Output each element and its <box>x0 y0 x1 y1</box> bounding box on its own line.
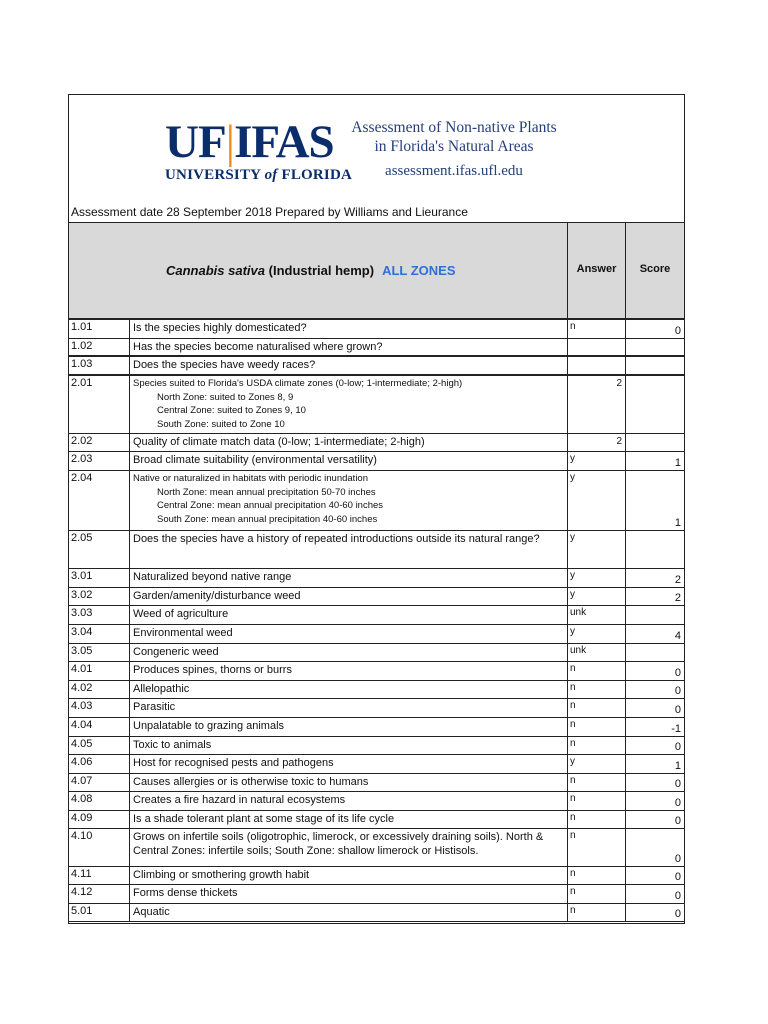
answer-cell <box>567 811 625 828</box>
species-title-cell <box>69 223 567 319</box>
question-number: 4.06 <box>71 756 93 768</box>
table-row <box>69 755 684 774</box>
answer-value: unk <box>570 607 587 618</box>
answer-cell <box>567 699 625 717</box>
question-text: Does the species have weedy races? <box>133 359 316 371</box>
question-text-cell <box>129 376 567 433</box>
table-row <box>69 699 684 718</box>
question-number: 3.04 <box>71 626 93 638</box>
question-text-cell <box>129 699 567 717</box>
question-text: Climbing or smothering growth habit <box>133 869 310 881</box>
score-value: 0 <box>674 325 681 337</box>
score-value: 4 <box>674 630 681 642</box>
answer-value: n <box>570 663 576 674</box>
question-text-cell <box>129 434 567 451</box>
answer-cell <box>567 357 625 374</box>
table-row <box>69 357 684 376</box>
zones-label: ALL ZONES <box>382 263 456 278</box>
score-header: Score <box>639 263 671 275</box>
answer-value: y <box>570 570 575 581</box>
table-row <box>69 625 684 644</box>
score-value: -1 <box>671 723 681 735</box>
score-cell <box>625 662 684 680</box>
score-value: 0 <box>674 685 681 697</box>
table-row <box>69 681 684 699</box>
answer-value: n <box>570 886 576 897</box>
question-text: Host for recognised pests and pathogens <box>133 757 334 769</box>
question-number: 4.01 <box>71 663 93 675</box>
answer-cell <box>567 434 625 451</box>
question-text-cell <box>129 339 567 355</box>
table-row <box>69 471 684 531</box>
score-value: 1 <box>674 517 681 529</box>
answer-value: y <box>570 626 575 637</box>
answer-cell <box>567 718 625 736</box>
score-cell <box>625 867 684 884</box>
answer-cell <box>567 774 625 791</box>
question-text: Does the species have a history of repeated introductions outside its natural range? <box>133 533 540 545</box>
score-cell <box>625 531 684 568</box>
assessment-date: Assessment date 28 September 2018 Prepared by Williams and Lieurance <box>71 205 468 219</box>
question-text-cell <box>129 606 567 624</box>
question-number: 1.01 <box>71 321 93 333</box>
score-value: 2 <box>674 592 681 604</box>
table-row <box>69 867 684 885</box>
zone-detail: Central Zone: suited to Zones 9, 10 <box>157 405 306 416</box>
score-cell <box>625 737 684 754</box>
answer-value: n <box>570 775 576 786</box>
answer-cell <box>567 376 625 433</box>
question-text-cell <box>129 625 567 643</box>
answer-cell <box>567 569 625 587</box>
question-text-cell <box>129 774 567 791</box>
answer-value: n <box>570 321 576 332</box>
question-text: Quality of climate match data (0-low; 1-intermediate; 2-high) <box>133 436 425 448</box>
table-row <box>69 737 684 755</box>
question-text-cell <box>129 755 567 773</box>
table-row <box>69 885 684 904</box>
question-text-cell <box>129 569 567 587</box>
answer-cell <box>567 662 625 680</box>
question-number: 3.02 <box>71 589 93 601</box>
score-cell <box>625 625 684 643</box>
question-text: Allelopathic <box>133 683 190 695</box>
score-cell <box>625 718 684 736</box>
score-cell <box>625 357 684 374</box>
answer-value: y <box>570 453 575 464</box>
question-number: 4.05 <box>71 738 93 750</box>
answer-value: 2 <box>616 436 622 447</box>
question-number: 2.01 <box>71 377 93 389</box>
answer-value: n <box>570 868 576 879</box>
table-row <box>69 829 684 867</box>
logo-university-line: UNIVERSITY of FLORIDA <box>165 167 353 183</box>
question-text-cell <box>129 662 567 680</box>
zone-detail: South Zone: suited to Zone 10 <box>157 418 285 430</box>
score-value: 0 <box>674 890 681 902</box>
question-text: Has the species become naturalised where grown? <box>133 341 383 353</box>
question-text: Unpalatable to grazing animals <box>133 720 285 732</box>
question-text-cell <box>129 531 567 568</box>
score-cell <box>625 755 684 773</box>
score-cell <box>625 681 684 698</box>
score-cell <box>625 811 684 828</box>
table-row <box>69 452 684 471</box>
question-text: Weed of agriculture <box>133 608 229 620</box>
score-cell <box>625 471 684 530</box>
question-number: 4.04 <box>71 719 93 731</box>
answer-value: n <box>570 719 576 730</box>
answer-value: y <box>570 472 575 483</box>
answer-value: y <box>570 756 575 767</box>
score-cell <box>625 904 684 921</box>
assessment-program-title: Assessment of Non-native Plants in Florida's Natural Areas <box>351 119 557 155</box>
question-text-cell <box>129 320 567 338</box>
question-text: Congeneric weed <box>133 646 219 658</box>
document-header <box>69 95 684 222</box>
answer-cell <box>567 867 625 884</box>
table-title-row <box>69 222 684 320</box>
table-row <box>69 569 684 588</box>
score-cell <box>625 320 684 338</box>
question-number: 4.03 <box>71 700 93 712</box>
answer-cell <box>567 625 625 643</box>
question-number: 3.03 <box>71 607 93 619</box>
table-row <box>69 606 684 625</box>
question-text-cell <box>129 644 567 661</box>
question-text: Causes allergies or is otherwise toxic to humans <box>133 776 369 788</box>
answer-cell <box>567 829 625 866</box>
answer-cell <box>567 471 625 530</box>
table-row <box>69 644 684 662</box>
score-cell <box>625 792 684 810</box>
answer-cell <box>567 644 625 661</box>
question-number: 4.08 <box>71 793 93 805</box>
answer-value: unk <box>570 645 587 656</box>
question-text-cell <box>129 471 567 530</box>
answer-value: y <box>570 589 575 600</box>
common-name: (Industrial hemp) <box>268 263 375 278</box>
answer-cell <box>567 792 625 810</box>
question-number: 4.07 <box>71 775 93 787</box>
answer-cell <box>567 904 625 921</box>
table-row <box>69 811 684 829</box>
answer-cell <box>567 588 625 605</box>
question-text-cell <box>129 588 567 605</box>
table-row <box>69 531 684 569</box>
score-cell <box>625 885 684 903</box>
question-text: Native or naturalized in habitats with periodic inundation <box>133 473 368 484</box>
table-row <box>69 320 684 339</box>
question-text-cell <box>129 904 567 921</box>
question-number: 1.02 <box>71 340 93 352</box>
question-text-cell <box>129 811 567 828</box>
table-row <box>69 792 684 811</box>
question-text-cell <box>129 885 567 903</box>
answer-value: n <box>570 793 576 804</box>
score-cell <box>625 376 684 433</box>
score-cell <box>625 829 684 866</box>
score-value: 0 <box>674 908 681 920</box>
question-text-cell <box>129 737 567 754</box>
species-name: Cannabis sativa <box>166 263 265 278</box>
question-text: Environmental weed <box>133 627 233 639</box>
question-text-cell <box>129 829 567 866</box>
question-number: 3.01 <box>71 570 93 582</box>
table-row <box>69 662 684 681</box>
score-value: 0 <box>674 667 681 679</box>
answer-cell <box>567 320 625 338</box>
assessment-url: assessment.ifas.ufl.edu <box>385 163 523 179</box>
question-text: Creates a fire hazard in natural ecosystems <box>133 794 346 806</box>
score-value: 1 <box>674 457 681 469</box>
zone-detail: North Zone: suited to Zones 8, 9 <box>157 391 294 403</box>
score-value: 2 <box>674 574 681 586</box>
question-text-cell <box>129 792 567 810</box>
score-value: 0 <box>674 778 681 790</box>
question-text: Produces spines, thorns or burrs <box>133 664 292 676</box>
question-number: 5.01 <box>71 905 93 917</box>
question-number: 1.03 <box>71 358 93 370</box>
question-text: Garden/amenity/disturbance weed <box>133 590 301 602</box>
question-number: 2.04 <box>71 472 93 484</box>
question-text-cell <box>129 452 567 470</box>
question-text: Toxic to animals <box>133 739 212 751</box>
question-text-cell <box>129 867 567 884</box>
score-cell <box>625 434 684 451</box>
question-number: 4.02 <box>71 682 93 694</box>
answer-value: n <box>570 682 576 693</box>
answer-header: Answer <box>576 263 617 275</box>
species-title <box>166 263 456 278</box>
score-header-cell <box>625 223 684 319</box>
score-value: 0 <box>674 871 681 883</box>
answer-cell <box>567 606 625 624</box>
score-cell <box>625 774 684 791</box>
question-number: 4.11 <box>71 868 92 880</box>
ufifas-logo <box>165 116 353 185</box>
answer-header-cell <box>567 223 625 319</box>
question-text-cell <box>129 357 567 374</box>
score-value: 0 <box>674 797 681 809</box>
answer-cell <box>567 452 625 470</box>
answer-value: n <box>570 812 576 823</box>
table-row <box>69 718 684 737</box>
question-text: Aquatic <box>133 906 170 918</box>
question-text: Broad climate suitability (environmental versatility) <box>133 454 377 466</box>
answer-value: n <box>570 700 576 711</box>
zone-detail: Central Zone: mean annual precipitation 40-60 inches <box>157 500 384 511</box>
answer-cell <box>567 681 625 698</box>
score-cell <box>625 644 684 661</box>
score-cell <box>625 699 684 717</box>
question-number: 4.12 <box>71 886 93 898</box>
answer-value: y <box>570 532 575 543</box>
question-text: Grows on infertile soils (oligotrophic, limerock, or excessively draining soils). North & Central Zones: infertile soils; South Zone: shallow limerock or Histisols. <box>133 831 544 857</box>
question-text: Is the species highly domesticated? <box>133 322 307 334</box>
answer-cell <box>567 885 625 903</box>
answer-value: n <box>570 905 576 916</box>
answer-cell <box>567 339 625 355</box>
table-row <box>69 588 684 606</box>
question-text: Naturalized beyond native range <box>133 571 292 583</box>
question-text: Species suited to Florida's USDA climate zones (0-low; 1-intermediate; 2-high) <box>133 378 463 389</box>
question-number: 2.03 <box>71 453 93 465</box>
score-cell <box>625 452 684 470</box>
score-value: 0 <box>674 704 681 716</box>
score-cell <box>625 569 684 587</box>
table-row <box>69 774 684 792</box>
table-row <box>69 434 684 452</box>
question-text: Forms dense thickets <box>133 887 238 899</box>
score-value: 0 <box>674 815 681 827</box>
question-number: 2.05 <box>71 532 93 544</box>
answer-cell <box>567 737 625 754</box>
answer-value: n <box>570 738 576 749</box>
question-number: 2.02 <box>71 435 93 447</box>
score-cell <box>625 588 684 605</box>
table-row <box>69 376 684 434</box>
zone-detail: North Zone: mean annual precipitation 50-70 inches <box>157 486 376 498</box>
question-text: Is a shade tolerant plant at some stage of its life cycle <box>133 813 395 825</box>
question-number: 4.09 <box>71 812 93 824</box>
question-text-cell <box>129 718 567 736</box>
score-value: 1 <box>674 760 681 772</box>
answer-cell <box>567 755 625 773</box>
assessment-sheet <box>68 94 685 924</box>
question-number: 4.10 <box>71 830 93 842</box>
question-number: 3.05 <box>71 645 93 657</box>
logo-wordmark: UF|IFAS <box>165 116 334 168</box>
table-row <box>69 339 684 357</box>
question-text-cell <box>129 681 567 698</box>
score-cell <box>625 606 684 624</box>
answer-value: n <box>570 830 576 841</box>
score-value: 0 <box>674 741 681 753</box>
answer-value: 2 <box>616 378 622 389</box>
zone-detail: South Zone: mean annual precipitation 40-60 inches <box>157 513 378 525</box>
question-text: Parasitic <box>133 701 176 713</box>
score-value: 0 <box>674 853 681 865</box>
table-row <box>69 904 684 922</box>
score-cell <box>625 339 684 355</box>
answer-cell <box>567 531 625 568</box>
